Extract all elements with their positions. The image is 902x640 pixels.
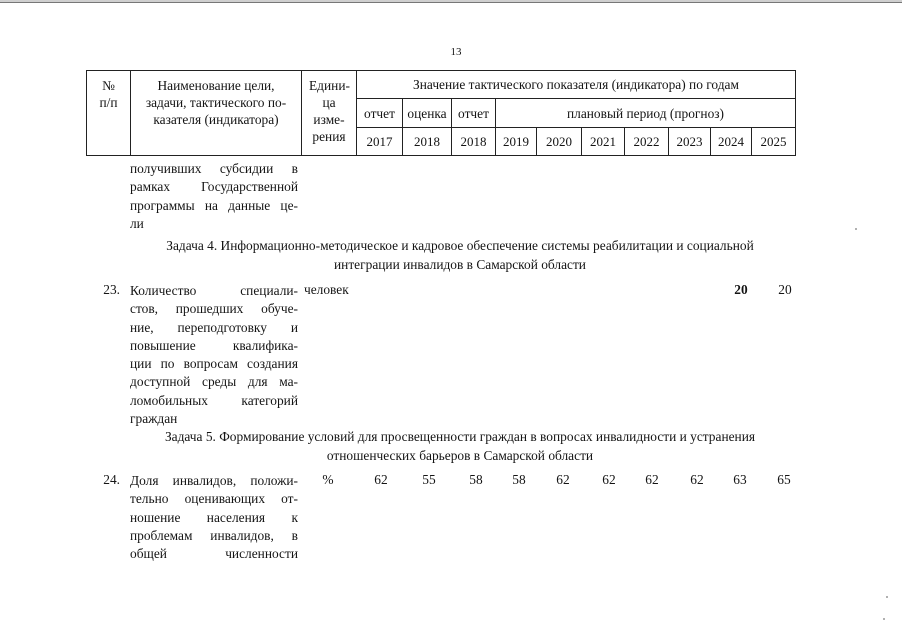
header-group-title: Значение тактического показателя (индикатора) по годам: [357, 71, 796, 99]
text-line: ломобильных категорий: [130, 392, 298, 408]
header-year: 2018: [403, 128, 452, 156]
header-year: 2018: [452, 128, 496, 156]
text-line: получивших субсидии в: [130, 161, 298, 176]
scan-speck: [855, 228, 857, 230]
task-5-line1: Задача 5. Формирование условий для просвещенности граждан в вопросах инвалидности и устранения: [164, 429, 756, 444]
header-year: 2025: [752, 128, 796, 156]
row-23-unit: человек: [304, 282, 349, 297]
header-num-cell: [87, 71, 131, 156]
row-23-value-2025: 20: [778, 282, 792, 297]
page-number: 13: [450, 46, 462, 58]
row-24-value: 58: [469, 472, 483, 487]
row-24-value: 62: [556, 472, 570, 487]
header-year: 2024: [711, 128, 752, 156]
row-24-value: 62: [645, 472, 659, 487]
row-24-value: 62: [602, 472, 616, 487]
row-23-name: [130, 282, 298, 428]
text-line: стов, прошедших обуче-: [130, 301, 298, 317]
scan-border-line: [0, 2, 902, 3]
task-5-line2: отношенческих барьеров в Самарской области: [326, 448, 594, 463]
text-line: общей численности: [130, 546, 298, 562]
header-name-cell: [131, 71, 302, 156]
header-year: 2023: [669, 128, 711, 156]
task-5-heading: [100, 427, 820, 465]
header-year: 2019: [496, 128, 537, 156]
row-24-value: 62: [690, 472, 704, 487]
header-num: № п/п: [99, 78, 118, 110]
text-line: ли: [130, 215, 144, 231]
header-table: [86, 70, 796, 156]
text-line: Количество специали-: [130, 283, 298, 298]
row-24-unit: %: [322, 472, 334, 487]
text-line: доступной среды для ма-: [130, 374, 298, 390]
task-4-line1: Задача 4. Информационно-методическое и кадровое обеспечение системы реабилитации и социальной: [166, 238, 754, 253]
row-23-number: 23.: [103, 282, 120, 297]
text-line: повышение квалифика-: [130, 337, 298, 353]
text-line: программы на данные це-: [130, 197, 298, 213]
header-year: 2017: [357, 128, 403, 156]
header-year: 2021: [582, 128, 625, 156]
text-line: ние, переподготовку и: [130, 319, 298, 335]
text-line: граждан: [130, 411, 178, 427]
task-4-line2: интеграции инвалидов в Самарской области: [334, 257, 586, 272]
header-name: Наименование цели, задачи, тактического по-казателя (индикатора): [145, 78, 287, 127]
text-line: проблемам инвалидов, в: [130, 527, 298, 543]
scan-speck: [883, 618, 885, 620]
row-24-value: 55: [422, 472, 436, 487]
header-unit-cell: [302, 71, 357, 156]
header-report-2018: отчет: [452, 99, 496, 128]
continued-goal-text: [130, 160, 298, 233]
header-year: 2020: [537, 128, 582, 156]
row-24-value: 58: [512, 472, 526, 487]
row-23-value-2024: 20: [734, 282, 748, 297]
row-24-name: [130, 472, 298, 563]
row-24-value: 62: [374, 472, 388, 487]
header-report-2017: отчет: [357, 99, 403, 128]
text-line: ции по вопросам создания: [130, 356, 298, 372]
row-24-number: 24.: [103, 472, 120, 487]
header-plan-period: плановый период (прогноз): [496, 99, 796, 128]
header-year: 2022: [625, 128, 669, 156]
text-line: рамках Государственной: [130, 179, 298, 195]
header-unit: Едини-ца изме-рения: [309, 78, 350, 144]
text-line: тельно оценивающих от-: [130, 491, 298, 507]
text-line: Доля инвалидов, положи-: [130, 473, 298, 488]
scan-speck: [886, 596, 888, 598]
text-line: ношение населения к: [130, 509, 298, 525]
header-estimate-2018: оценка: [403, 99, 452, 128]
row-24-value: 63: [733, 472, 747, 487]
task-4-heading: [100, 236, 820, 274]
row-24-value: 65: [777, 472, 791, 487]
